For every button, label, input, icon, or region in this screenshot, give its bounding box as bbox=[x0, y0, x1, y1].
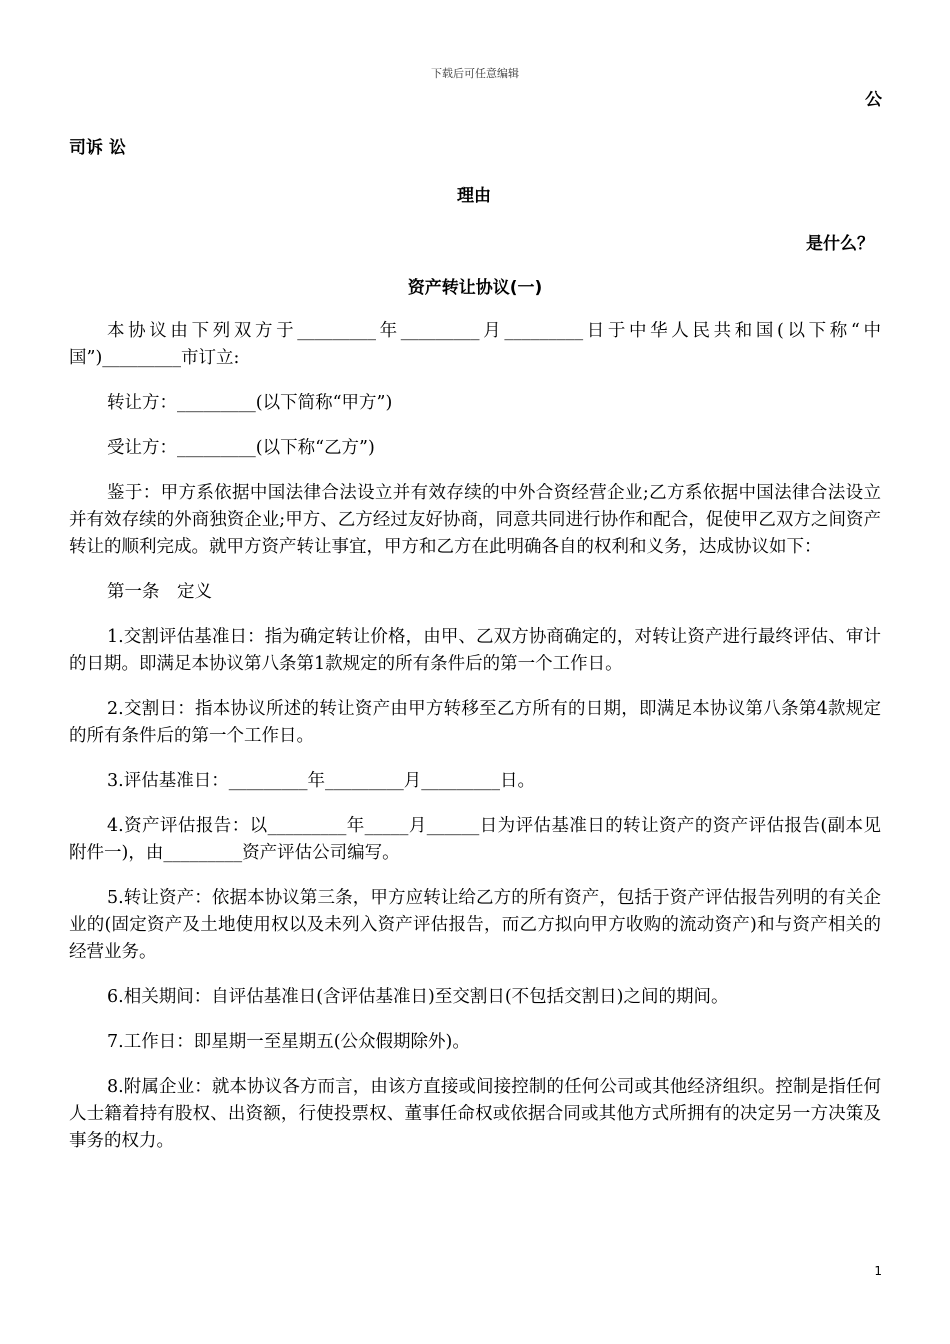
definition-item: 5.转让资产：依据本协议第三条，甲方应转让给乙方的所有资产，包括于资产评估报告列明的有关企业的(固定资产及土地使用权以及未列入资产评估报告，而乙方拟向甲方收购的流动资产)和与资产相关的经营业务。 bbox=[69, 888, 881, 962]
article-heading: 第一条 定义 bbox=[107, 582, 212, 602]
heading-shi: 是什么？ bbox=[806, 234, 874, 254]
definition-item: 1.交割评估基准日：指为确定转让价格，由甲、乙双方协商确定的，对转让资产进行最终评估、审计的日期。即满足本协议第八条第1款规定的所有条件后的第一个工作日。 bbox=[69, 627, 881, 674]
document-body bbox=[69, 318, 881, 1173]
definition-item: 2.交割日：指本协议所述的转让资产由甲方转移至乙方所有的日期，即满足本协议第八条第4款规定的所有条件后的第一个工作日。 bbox=[69, 699, 881, 746]
paragraph-recitals: 鉴于：甲方系依据中国法律合法设立并有效存续的中外合资经营企业;乙方系依据中国法律合法设立并有效存续的外商独资企业;甲方、乙方经过友好协商，同意共同进行协作和配合，促使甲乙双方之间资产转让的顺利完成。就甲方资产转让事宜，甲方和乙方在此明确各自的权利和义务，达成协议如下： bbox=[69, 483, 881, 557]
definition-item: 8.附属企业：就本协议各方而言，由该方直接或间接控制的任何公司或其他经济组织。控制是指任何人士籍着持有股权、出资额，行使投票权、董事任命权或依据合同或其他方式所拥有的决定另一方决策及事务的权力。 bbox=[69, 1077, 881, 1151]
definition-item: 4.资产评估报告：以_________年_____月______日为评估基准日的转让资产的资产评估报告(副本见附件一)，由_________资产评估公司编写。 bbox=[69, 816, 881, 863]
definition-item: 6.相关期间：自评估基准日(含评估基准日)至交割日(不包括交割日)之间的期间。 bbox=[107, 987, 729, 1007]
paragraph-transferor: 转让方：_________(以下简称“甲方”) bbox=[107, 393, 393, 413]
paragraph-transferee: 受让方：_________(以下称“乙方”) bbox=[107, 438, 375, 458]
heading-sisong: 司诉 讼 bbox=[69, 138, 126, 158]
heading-gong: 公 bbox=[865, 90, 882, 110]
document-title: 资产转让协议(一) bbox=[407, 278, 543, 298]
paragraph-preamble: 本协议由下列双方于_________年_________月_________日于中华人民共和国(以下称“中国”)_________市订立: bbox=[69, 321, 881, 368]
page-header-note: 下载后可任意编辑 bbox=[431, 67, 519, 80]
heading-liyou: 理由 bbox=[457, 186, 491, 206]
page-number: 1 bbox=[874, 1264, 882, 1278]
definition-item: 7.工作日：即星期一至星期五(公众假期除外)。 bbox=[107, 1032, 470, 1052]
definition-item: 3.评估基准日：_________年_________月_________日。 bbox=[107, 771, 535, 791]
